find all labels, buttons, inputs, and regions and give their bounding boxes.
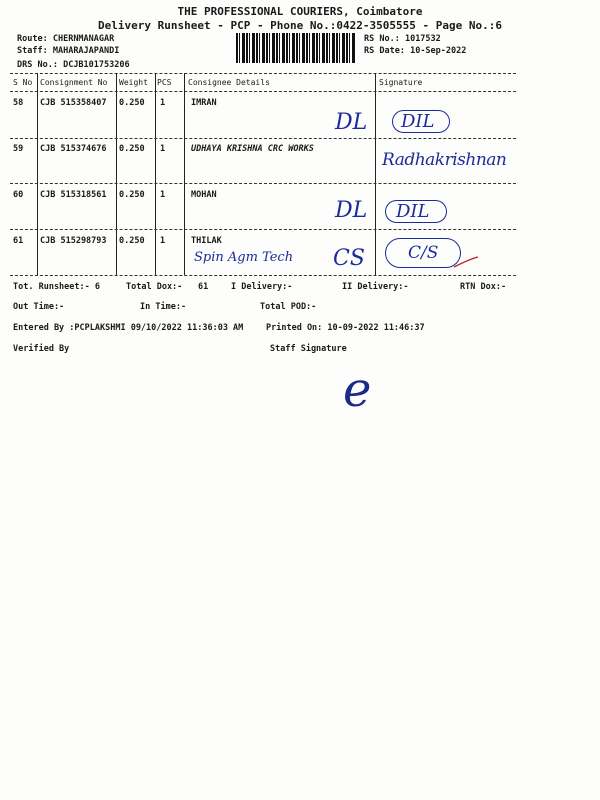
row-signature: C/S (385, 238, 461, 268)
route-value: CHERNMANAGAR (52, 34, 115, 44)
staff-value: MAHARAJAPANDI (52, 46, 120, 56)
total-pod: Total POD:- (260, 302, 317, 312)
col-header-sno: S No (13, 78, 33, 87)
row-sig-mark: CS (333, 246, 365, 271)
i-delivery: I Delivery:- (231, 282, 293, 292)
rs-no-label: RS No.: (364, 34, 400, 44)
entered-by: Entered By :PCPLAKSHMI 09/10/2022 11:36:03 AM (13, 323, 244, 333)
rs-date-field (364, 46, 466, 56)
row-sig-mark: DL (335, 198, 368, 223)
row-signature: Radhakrishnan (382, 150, 507, 170)
row-divider (10, 275, 516, 276)
staff-label: Staff: (17, 46, 48, 56)
row-signature: DIL (385, 200, 447, 223)
rs-no-field (364, 34, 441, 44)
verified-by: Verified By (13, 344, 70, 354)
route-field (17, 34, 114, 44)
row-divider (10, 229, 516, 230)
row-consignment: CJB 515298793 (40, 236, 107, 246)
divider (10, 73, 516, 74)
drs-label: DRS No.: (17, 60, 58, 70)
row-sno: 59 (13, 144, 24, 154)
row-signature: DIL (392, 110, 450, 133)
rtn-dox: RTN Dox:- (460, 282, 507, 292)
row-weight: 0.250 (119, 144, 145, 154)
runsheet-subtitle: Delivery Runsheet - PCP - Phone No.:0422-3505555 - Page No.:6 (98, 19, 502, 32)
printed-on: Printed On: 10-09-2022 11:46:37 (266, 323, 425, 333)
barcode (236, 33, 356, 63)
drs-value: DCJB101753206 (63, 60, 130, 70)
row-pcs: 1 (160, 98, 166, 108)
row-consignee: UDHAYA KRISHNA CRC WORKS (191, 144, 314, 154)
col-header-signature: Signature (379, 78, 423, 87)
divider (10, 91, 516, 92)
column-line (375, 73, 376, 275)
row-consignee: THILAK (191, 236, 222, 246)
total-dox-label: Total Dox:- (126, 282, 183, 292)
drs-field (17, 60, 130, 70)
col-header-consignee: Consignee Details (188, 78, 270, 87)
row-pcs: 1 (160, 144, 166, 154)
rs-no-value: 1017532 (404, 34, 441, 44)
row-pcs: 1 (160, 190, 166, 200)
row-consignment: CJB 515374676 (40, 144, 107, 154)
out-time: Out Time:- (13, 302, 65, 312)
row-weight: 0.250 (119, 236, 145, 246)
row-sno: 61 (13, 236, 24, 246)
ii-delivery: II Delivery:- (342, 282, 409, 292)
company-title: THE PROFESSIONAL COURIERS, Coimbatore (177, 5, 423, 18)
staff-signature-label: Staff Signature (270, 344, 347, 354)
col-header-pcs: PCS (157, 78, 172, 87)
row-sno: 60 (13, 190, 24, 200)
in-time: In Time:- (140, 302, 187, 312)
row-pcs: 1 (160, 236, 166, 246)
staff-signature-mark: e (343, 362, 372, 418)
col-header-consignment: Consignment No (40, 78, 108, 87)
row-consignment: CJB 515358407 (40, 98, 107, 108)
row-consignee: MOHAN (191, 190, 217, 200)
col-header-weight: Weight (119, 78, 148, 87)
row-weight: 0.250 (119, 190, 145, 200)
row-sig-mark: DL (335, 110, 368, 135)
rs-date-label: RS Date: (364, 46, 405, 56)
row-consignee: IMRAN (191, 98, 217, 108)
column-line (155, 73, 156, 275)
tot-runsheet: Tot. Runsheet:- 6 (13, 282, 100, 292)
total-dox-value: 61 (198, 282, 209, 292)
row-weight: 0.250 (119, 98, 145, 108)
column-line (116, 73, 117, 275)
staff-field (17, 46, 119, 56)
column-line (184, 73, 185, 275)
rs-date-value: 10-Sep-2022 (410, 46, 467, 56)
pen-stroke-icon (452, 255, 480, 269)
row-consignment: CJB 515318561 (40, 190, 107, 200)
row-handwritten-note: Spin Agm Tech (194, 250, 294, 265)
row-sno: 58 (13, 98, 24, 108)
row-divider (10, 183, 516, 184)
column-line (37, 73, 38, 275)
row-divider (10, 138, 516, 139)
route-label: Route: (17, 34, 48, 44)
